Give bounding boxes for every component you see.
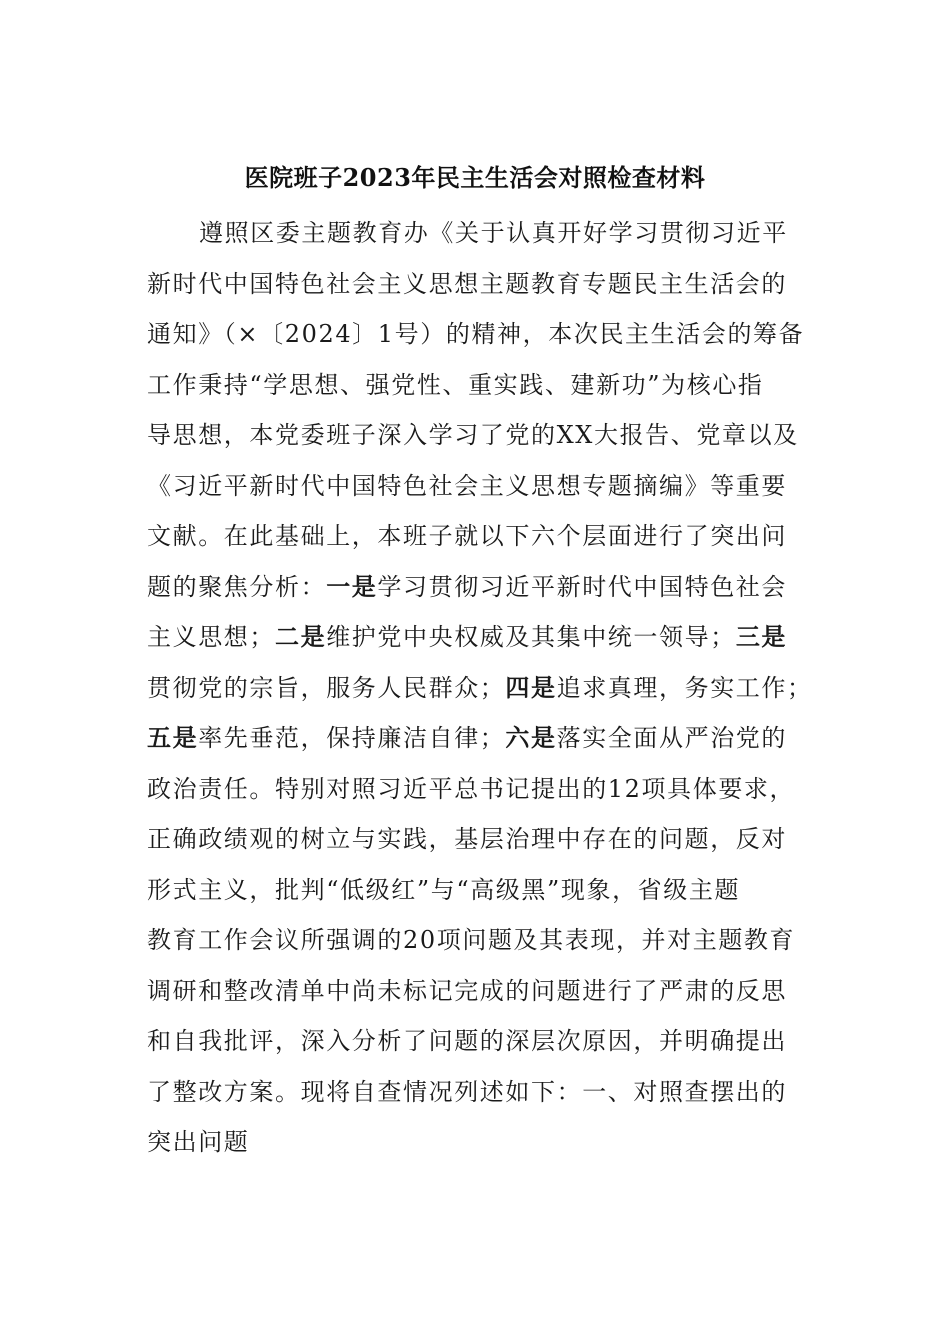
item-marker-2: 二是 xyxy=(275,622,327,651)
body-paragraph xyxy=(147,208,813,1168)
line-text: 和自我批评，深入分析了问题的深层次原因，并明确提出 xyxy=(147,1027,787,1055)
item-marker-3: 三是 xyxy=(735,622,788,651)
paragraph-line xyxy=(147,1067,807,1118)
paragraph-line xyxy=(147,259,807,310)
line-text: 突出问题 xyxy=(147,1128,250,1156)
paragraph-line xyxy=(147,1117,807,1168)
line-text: 教育工作会议所强调的20项问题及其表现，并对主题教育 xyxy=(147,926,796,954)
line-text: 题的聚焦分析： xyxy=(147,572,327,601)
line-text: 政治责任。特别对照习近平总书记提出的12项具体要求， xyxy=(147,774,796,803)
line-text: 追求真理，务实工作； xyxy=(556,673,813,702)
paragraph-line xyxy=(147,461,807,512)
line-text: 通知》（×〔2024〕1号）的精神，本次民主生活会的筹备 xyxy=(147,320,805,348)
paragraph-line xyxy=(147,410,807,461)
line-text: 形式主义，批判“低级红”与“高级黑”现象，省级主题 xyxy=(147,875,741,904)
paragraph-line xyxy=(147,612,807,663)
paragraph-line xyxy=(147,360,807,411)
paragraph-line xyxy=(147,1016,807,1067)
line-text: 学习贯彻习近平新时代中国特色社会 xyxy=(377,572,788,601)
item-marker-5: 五是 xyxy=(147,723,199,752)
line-text: 正确政绩观的树立与实践，基层治理中存在的问题，反对 xyxy=(147,825,787,853)
line-text: 主义思想； xyxy=(147,623,275,651)
paragraph-line xyxy=(147,309,807,360)
line-text: 落实全面从严治党的 xyxy=(556,724,788,752)
line-text: 贯彻党的宗旨，服务人民群众； xyxy=(147,673,506,702)
paragraph-line xyxy=(147,663,813,714)
document-title: 医院班子2023年民主生活会对照检查材料 xyxy=(244,163,706,192)
line-text: 导思想，本党委班子深入学习了党的XX大报告、党章以及 xyxy=(147,421,799,449)
item-marker-4: 四是 xyxy=(505,672,557,702)
paragraph-line xyxy=(147,713,807,764)
line-text: 《习近平新时代中国特色社会主义思想专题摘编》等重要 xyxy=(147,471,787,500)
item-marker-6: 六是 xyxy=(505,723,557,752)
line-text: 文献。在此基础上，本班子就以下六个层面进行了突出问 xyxy=(147,522,787,550)
line-text: 维护党中央权威及其集中统一领导； xyxy=(326,623,736,651)
paragraph-line xyxy=(147,865,807,916)
line-text: 工作秉持“学思想、强党性、重实践、建新功”为核心指 xyxy=(147,370,764,399)
paragraph-line xyxy=(147,511,807,562)
paragraph-line xyxy=(147,208,807,259)
paragraph-line xyxy=(147,764,807,815)
line-text: 了整改方案。现将自查情况列述如下：一、对照查摆出的 xyxy=(147,1077,787,1106)
line-text: 遵照区委主题教育办《关于认真开好学习贯彻习近平 xyxy=(199,219,788,247)
line-text: 率先垂范，保持廉洁自律； xyxy=(198,724,506,752)
paragraph-line xyxy=(147,966,807,1017)
paragraph-line xyxy=(147,814,807,865)
paragraph-line xyxy=(147,562,807,613)
paragraph-line xyxy=(147,915,807,966)
line-text: 新时代中国特色社会主义思想主题教育专题民主生活会的 xyxy=(147,269,787,298)
item-marker-1: 一是 xyxy=(326,571,378,601)
line-text: 调研和整改清单中尚未标记完成的问题进行了严肃的反思 xyxy=(147,976,787,1005)
